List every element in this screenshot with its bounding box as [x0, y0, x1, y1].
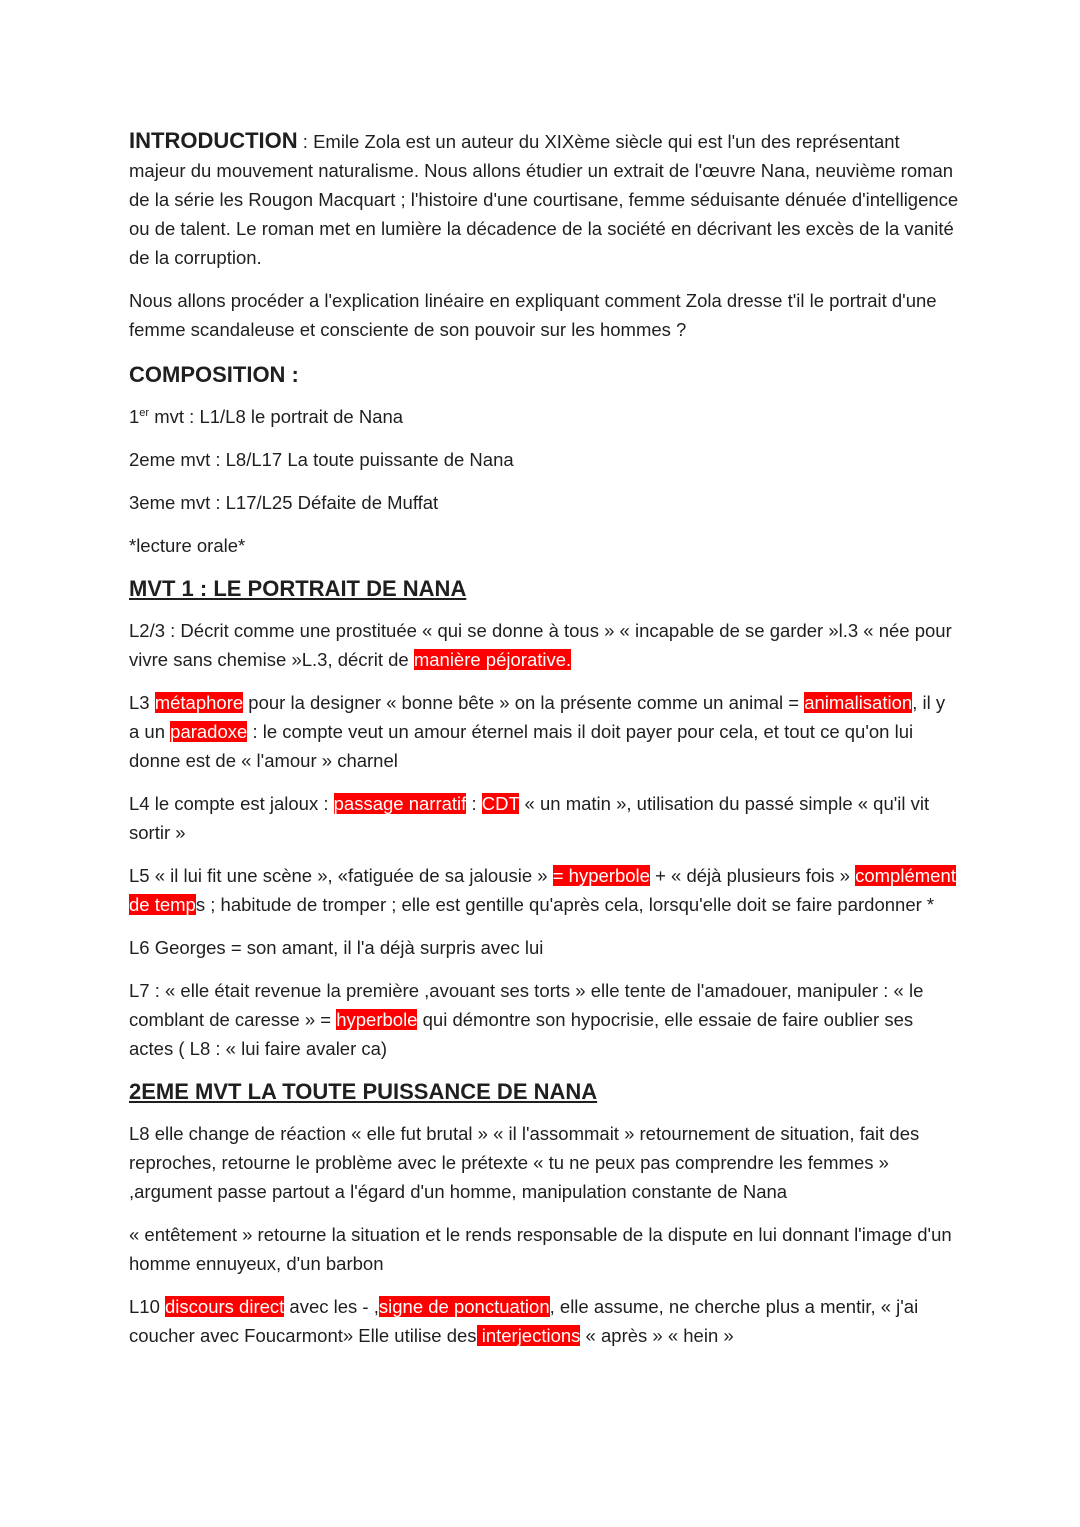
mvt2-heading: 2EME MVT LA TOUTE PUISSANCE DE NANA [129, 1079, 598, 1104]
composition-heading: COMPOSITION : [129, 362, 299, 387]
highlight: paradoxe [170, 721, 248, 742]
mvt2-paragraph-3: L10 discours direct avec les - ,signe de ponctuation, elle assume, ne cherche plus a mentir, « j'ai coucher avec Foucarmont» Elle utilise des interjections « après » « hein » [129, 1296, 919, 1346]
composition-reading: *lecture orale* [129, 535, 246, 556]
highlight: interjections [476, 1325, 581, 1346]
highlight: hyperbole [336, 1009, 418, 1030]
highlight: passage narratif [333, 793, 467, 814]
highlight: CDT [481, 793, 520, 814]
highlight: animalisation [804, 692, 913, 713]
intro-text: : Emile Zola est un auteur du XIXème siècle qui est l'un des représentant majeur du mouvement naturalisme. Nous allons étudier un extrait de l'œuvre Nana, neuvième roman de la série les Rougon Macquart ; l'histoire d'une courtisane, femme séduisante dénuée d'intelligence ou de talent. Le roman met en lumière la décadence de la société en décrivant les excès de la vanité de la corruption. [129, 131, 959, 268]
mvt1-paragraph-6: L7 : « elle était revenue la première ,avouant ses torts » elle tente de l'amadouer, manipuler : « le comblant de caresse » = hyperbole qui démontre son hypocrisie, elle essaie de faire oublier ses actes ( L8 : « lui faire avaler ca) [129, 980, 924, 1059]
highlight: complément de temp [129, 865, 956, 915]
mvt1-paragraph-3: L4 le compte est jaloux : passage narratif : CDT « un matin », utilisation du passé simple « qu'il vit sortir » [129, 793, 930, 843]
mvt1-paragraph-2: L3 métaphore pour la designer « bonne bête » on la présente comme un animal = animalisation, il y a un paradoxe : le compte veut un amour éternel mais il doit payer pour cela, et tout ce qu'on lui donne est de « l'amour » charnel [129, 692, 946, 771]
composition-mvt-1: 1er mvt : L1/L8 le portrait de Nana [129, 406, 404, 427]
highlight: signe de ponctuation [378, 1296, 550, 1317]
mvt2-paragraph-1: L8 elle change de réaction « elle fut brutal » « il l'assommait » retournement de situation, fait des reproches, retourne le problème avec le prétexte « tu ne peux pas comprendre les femmes » ,argument passe partout a l'égard d'un homme, manipulation constante de Nana [129, 1123, 920, 1202]
composition-mvt-3: 3eme mvt : L17/L25 Défaite de Muffat [129, 492, 439, 513]
mvt1-paragraph-5: L6 Georges = son amant, il l'a déjà surpris avec lui [129, 937, 544, 958]
highlight: métaphore [154, 692, 244, 713]
mvt2-paragraph-2: « entêtement » retourne la situation et le rends responsable de la dispute en lui donnant l'image d'un homme ennuyeux, d'un barbon [129, 1224, 952, 1274]
intro-paragraph [129, 126, 960, 272]
mvt1-heading: MVT 1 : LE PORTRAIT DE NANA [129, 576, 467, 601]
composition-mvt-2: 2eme mvt : L8/L17 La toute puissante de Nana [129, 449, 514, 470]
highlight: = hyperbole [552, 865, 650, 886]
mvt1-paragraph-1: L2/3 : Décrit comme une prostituée « qui se donne à tous » « incapable de se garder »l.3 « née pour vivre sans chemise »L.3, décrit de manière péjorative. [129, 620, 952, 670]
highlight: manière péjorative. [413, 649, 572, 670]
highlight: discours direct [165, 1296, 285, 1317]
mvt1-paragraph-4: L5 « il lui fit une scène », «fatiguée de sa jalousie » = hyperbole + « déjà plusieurs fois » complément de temps ; habitude de tromper ; elle est gentille qu'après cela, lorsqu'elle doit se faire pardonner * [129, 865, 956, 915]
intro-lead: INTRODUCTION [129, 128, 298, 153]
problem-paragraph: Nous allons procéder a l'explication linéaire en expliquant comment Zola dresse t'il le portrait d'une femme scandaleuse et consciente de son pouvoir sur les hommes ? [129, 290, 937, 340]
